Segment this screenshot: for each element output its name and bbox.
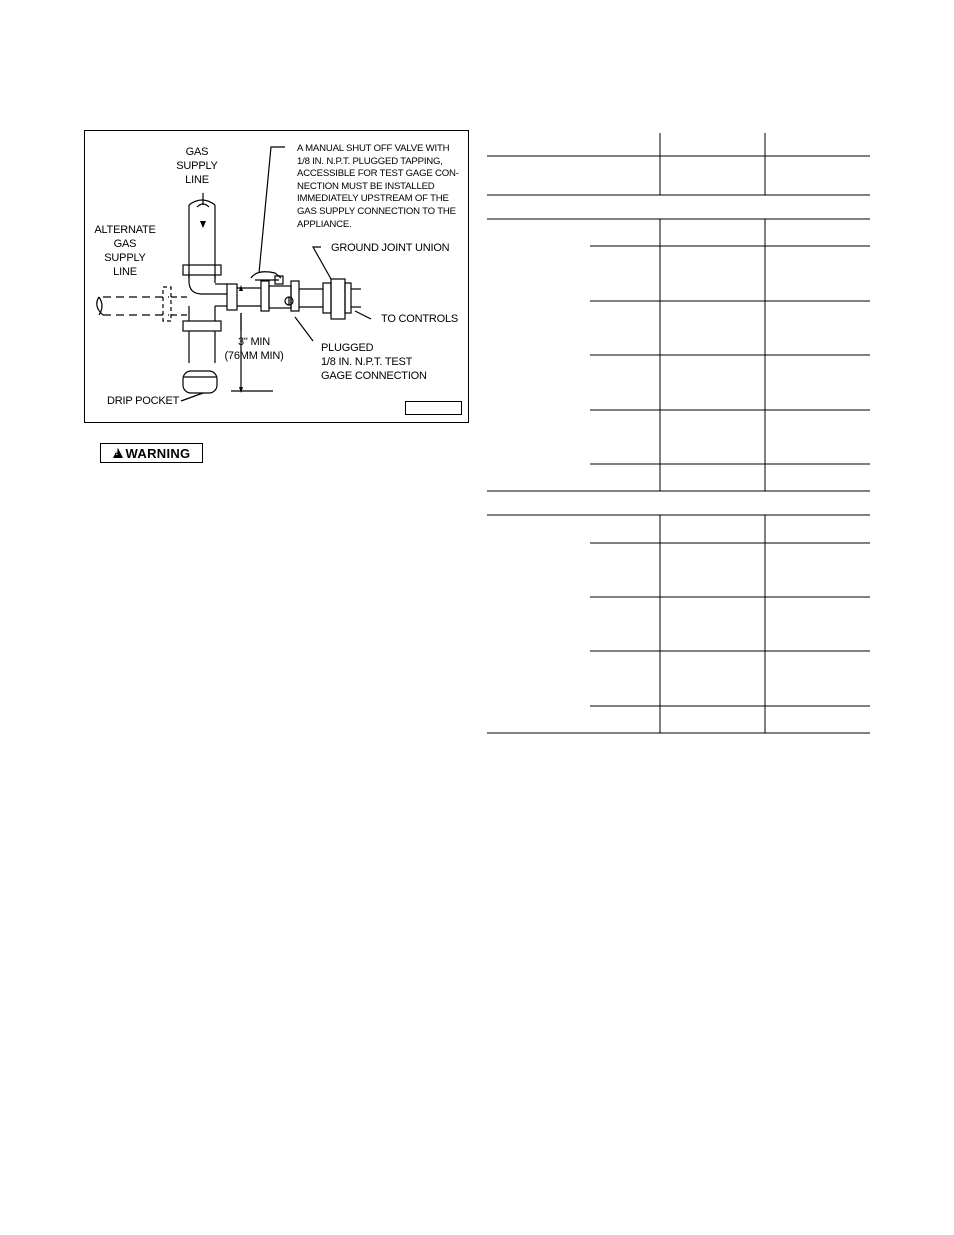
warning-label: WARNING: [125, 445, 191, 461]
label-line: LINE: [185, 174, 209, 186]
label-line: PLUGGED: [321, 342, 374, 354]
label-line: (76MM MIN): [224, 350, 284, 362]
to-controls-label: TO CONTROLS: [381, 313, 459, 325]
label-line: ALTERNATE: [94, 224, 156, 236]
label-line: GAS: [113, 238, 137, 250]
note-line: IMMEDIATELY UPSTREAM OF THE: [297, 193, 449, 205]
label-line: 3" MIN: [237, 336, 271, 348]
label-line: SUPPLY: [176, 160, 218, 172]
note-line: 1/8 IN. N.P.T. PLUGGED TAPPING,: [297, 155, 443, 167]
note-line: APPLIANCE.: [297, 218, 352, 230]
drip-pocket-label: DRIP POCKET: [107, 395, 180, 407]
label-line: 1/8 IN. N.P.T. TEST: [321, 356, 413, 368]
note-line: A MANUAL SHUT OFF VALVE WITH: [297, 143, 450, 154]
label-line: SUPPLY: [104, 252, 146, 264]
ground-joint-union-label: GROUND JOINT UNION: [331, 242, 450, 254]
note-line: ACCESSIBLE FOR TEST GAGE CON-: [297, 168, 459, 180]
label-line: LINE: [113, 266, 137, 278]
label-line: GAGE CONNECTION: [321, 370, 427, 382]
label-line: GAS: [185, 146, 209, 158]
note-line: GAS SUPPLY CONNECTION TO THE: [297, 205, 456, 217]
note-line: NECTION MUST BE INSTALLED: [297, 180, 435, 192]
